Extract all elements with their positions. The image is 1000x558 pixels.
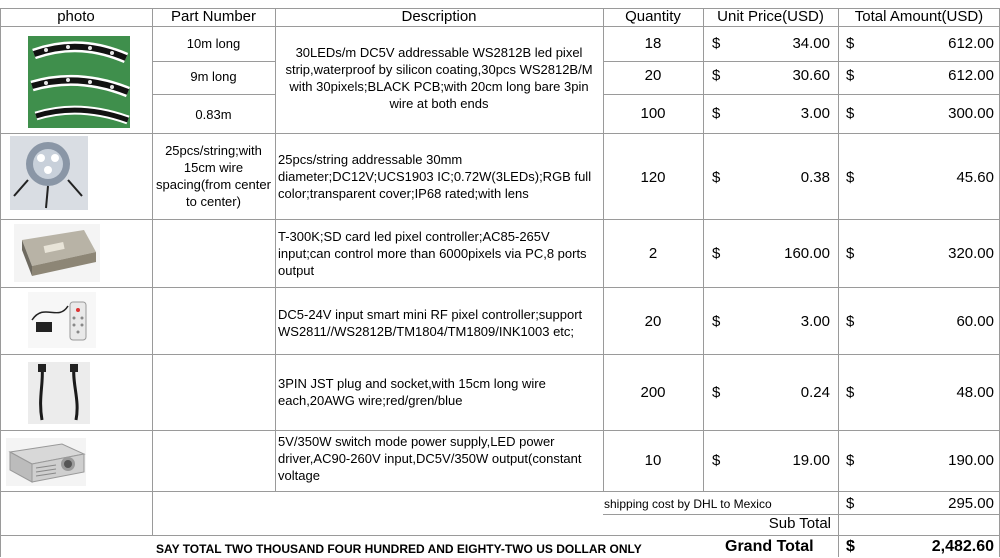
row-5-total: 320.00 (948, 245, 994, 262)
grand-total-amount: 2,482.60 (931, 538, 994, 555)
shipping-label: shipping cost by DHL to Mexico (604, 497, 772, 511)
row-7-total-currency: $ (846, 384, 855, 401)
header-unit-price: Unit Price(USD) (717, 8, 824, 25)
row-7-unit-price: 0.24 (800, 384, 830, 401)
shipping-currency: $ (846, 495, 855, 512)
row-7-unit-currency: $ (712, 384, 721, 401)
row-6-unit-currency: $ (712, 313, 721, 330)
row-4-unit-currency: $ (712, 169, 721, 186)
row-8-unit-currency: $ (712, 452, 721, 469)
row-2-total-currency: $ (846, 67, 855, 84)
grand-total-currency: $ (846, 538, 855, 555)
row-6-unit-price: 3.00 (800, 313, 830, 330)
header-total-amount: Total Amount(USD) (854, 8, 984, 25)
row-5-description: T-300K;SD card led pixel controller;AC85-265V input;can control more than 6000pixels via PC,8 ports output (278, 229, 587, 278)
row-5-unit-price: 160.00 (784, 245, 830, 262)
header-photo: photo (57, 8, 95, 25)
row-8-qty: 10 (644, 452, 662, 469)
row-8-unit-price: 19.00 (792, 452, 830, 469)
row-1-part: 10m long (186, 36, 241, 51)
row-2-total: 612.00 (948, 67, 994, 84)
row-4-total: 45.60 (956, 169, 994, 186)
row-6-description: DC5-24V input smart mini RF pixel controller;support WS2811//WS2812B/TM1804/TM1809/INK1003 etc; (278, 307, 583, 339)
row-4-part: 25pcs/string;with 15cm wire spacing(from center to center) (156, 143, 271, 209)
led-strip-photo (28, 36, 130, 128)
row-4-unit-price: 0.38 (800, 169, 830, 186)
row-1-total-currency: $ (846, 35, 855, 52)
row-3-part: 0.83m (195, 107, 232, 122)
row-4-description: 25pcs/string addressable 30mm diameter;DC12V;UCS1903 IC;0.72W(3LEDs);RGB full color;transparent cover;IP68 rated;with lens (278, 152, 592, 201)
row-4-qty: 120 (640, 169, 666, 186)
row-2-qty: 20 (644, 67, 662, 84)
row-4-total-currency: $ (846, 169, 855, 186)
strip-description: 30LEDs/m DC5V addressable WS2812B led pixel strip,waterproof by silicon coating,30pcs WS2812B/M with 30pixels;BLACK PCB;with 20cm long bare 3pin wire at both ends (285, 45, 593, 111)
header-quantity: Quantity (625, 8, 681, 25)
row-3-unit-currency: $ (712, 105, 721, 122)
row-1-unit-currency: $ (712, 35, 721, 52)
row-3-total: 300.00 (948, 105, 994, 122)
row-5-qty: 2 (648, 245, 658, 262)
row-7-total: 48.00 (956, 384, 994, 401)
pixel-module-photo (10, 136, 88, 210)
row-1-unit-price: 34.00 (792, 35, 830, 52)
subtotal-label: Sub Total (768, 515, 831, 532)
row-3-total-currency: $ (846, 105, 855, 122)
header-part-number: Part Number (170, 8, 257, 25)
row-6-qty: 20 (644, 313, 662, 330)
row-6-total-currency: $ (846, 313, 855, 330)
row-1-total: 612.00 (948, 35, 994, 52)
shipping-amount: 295.00 (948, 495, 994, 512)
row-5-total-currency: $ (846, 245, 855, 262)
header-description: Description (401, 8, 477, 25)
power-supply-photo (6, 438, 86, 486)
row-1-qty: 18 (644, 35, 662, 52)
grand-total-label: Grand Total (725, 538, 814, 555)
row-8-total: 190.00 (948, 452, 994, 469)
row-3-qty: 100 (640, 105, 666, 122)
row-8-total-currency: $ (846, 452, 855, 469)
row-2-unit-price: 30.60 (792, 67, 830, 84)
controller-photo (14, 224, 100, 282)
row-5-unit-currency: $ (712, 245, 721, 262)
row-8-description: 5V/350W switch mode power supply,LED power driver,AC90-260V input,DC5V/350W output(constant voltage (278, 434, 582, 483)
say-total-text: SAY TOTAL TWO THOUSAND FOUR HUNDRED AND EIGHTY-TWO US DOLLAR ONLY (156, 542, 642, 556)
row-3-unit-price: 3.00 (800, 105, 830, 122)
row-2-unit-currency: $ (712, 67, 721, 84)
jst-connector-photo (28, 362, 90, 424)
row-7-description: 3PIN JST plug and socket,with 15cm long wire each,20AWG wire;red/gren/blue (278, 376, 546, 408)
rf-controller-photo (28, 292, 96, 348)
row-2-part: 9m long (190, 69, 237, 84)
row-6-total: 60.00 (956, 313, 994, 330)
row-7-qty: 200 (640, 384, 666, 401)
